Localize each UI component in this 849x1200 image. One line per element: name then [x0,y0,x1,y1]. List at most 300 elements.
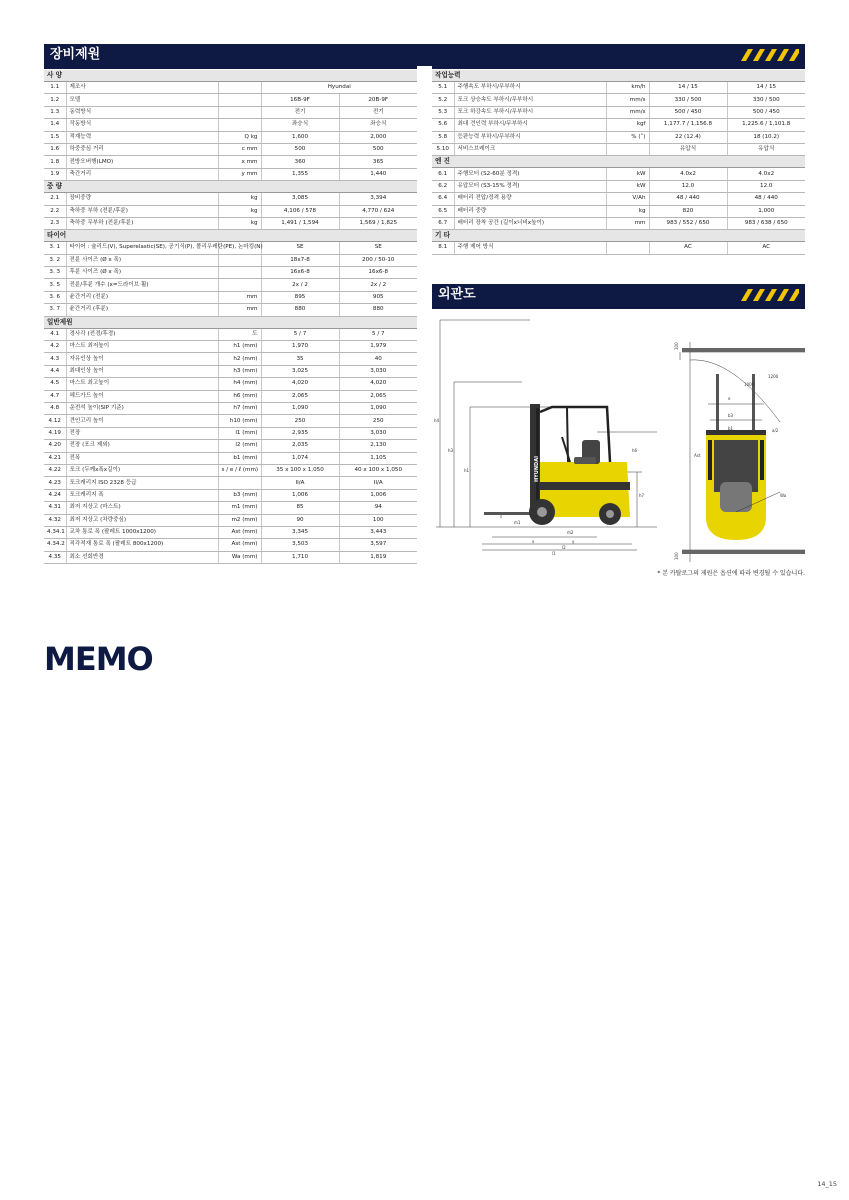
dim-m2: m2 [567,530,574,535]
dim-h4: h4 [434,418,440,423]
spec-label: 최소 선회반경 [66,551,218,563]
spec-number: 1.5 [44,131,66,143]
spec-unit [218,254,261,266]
spec-number: 5.1 [432,82,454,94]
spec-value-model-2: 3,394 [339,193,417,205]
spec-number: 5.2 [432,94,454,106]
dim-x: x [532,539,535,544]
spec-value-model-1: 48 / 440 [649,193,727,205]
spec-unit: b3 (mm) [218,489,261,501]
spec-row [44,156,417,168]
spec-number: 4.35 [44,551,66,563]
section-header [44,316,417,328]
spec-value-model-1: 12.0 [649,180,727,192]
spec-value-model-1: 1,970 [261,341,339,353]
spec-header [44,44,805,66]
spec-value-model-2: 1,105 [339,452,417,464]
spec-unit: 도 [218,328,261,340]
spec-unit [218,106,261,118]
spec-label: 자유인상 높이 [66,353,218,365]
spec-unit: kW [606,168,649,180]
spec-value-model-2: 1,000 [727,205,805,217]
spec-label: 타이어 : 슐리드(V), Superelastic(SE), 공기식(P), 폴리우레탄(PE), 논마킹(N) [66,242,218,254]
spec-row [432,106,805,118]
spec-value-model-1: 2,935 [261,427,339,439]
spec-value-model-1: 85 [261,502,339,514]
spec-number: 3. 6 [44,291,66,303]
spec-row [44,353,417,365]
spec-number: 5.6 [432,119,454,131]
spec-value-model-2: 14 / 15 [727,82,805,94]
spec-number: 1.2 [44,94,66,106]
spec-label: 작동방식 [66,119,218,131]
spec-row [44,415,417,427]
spec-value-model-2: 3,597 [339,539,417,551]
spec-number: 1.1 [44,82,66,94]
spec-value-model-1: 500 [261,143,339,155]
spec-unit: c mm [218,143,261,155]
wall-bottom [682,550,805,554]
spec-label: 동력방식 [66,106,218,118]
spec-value-model-1: 90 [261,514,339,526]
spec-row [44,106,417,118]
spec-number: 3. 5 [44,279,66,291]
spec-row [432,82,805,94]
spec-label: 축하중 부하 (전륜/후륜) [66,205,218,217]
dim-y: y [572,539,575,544]
footnote: * 본 카탈로그의 제원은 옵션에 따라 변경될 수 있습니다. [657,570,805,577]
spec-value-model-2: 500 [339,143,417,155]
spec-row [44,402,417,414]
dim-b1: b1 [728,426,734,431]
brand-label: HYUNDAI [534,456,540,482]
wall-top [682,348,805,352]
spec-row [44,217,417,229]
spec-value-model-2: 365 [339,156,417,168]
spec-table-left [44,70,417,564]
spec-value-model-2: 94 [339,502,417,514]
dim-a2: a/2 [772,428,779,433]
section-header [44,230,417,242]
fork [484,512,534,515]
forklift-dimension-diagram [432,312,805,567]
spec-unit: h7 (mm) [218,402,261,414]
dim-l2: l2 [562,545,566,550]
spec-label: 포크 하강속도 부하시/무부하시 [454,106,606,118]
spec-unit: kW [606,180,649,192]
spec-row [44,477,417,489]
spec-value-model-1: 16x6-8 [261,267,339,279]
spec-number: 4.34.2 [44,539,66,551]
spec-value-model-1: 983 / 552 / 650 [649,217,727,229]
spec-row [44,94,417,106]
spec-value-model-2: 1,006 [339,489,417,501]
spec-value: Hyundai [261,82,417,94]
spec-unit: kg [606,205,649,217]
spec-number: 4.19 [44,427,66,439]
spec-row [44,131,417,143]
spec-row [44,267,417,279]
spec-unit [606,143,649,155]
spec-row [44,291,417,303]
spec-label: 모델 [66,94,218,106]
spec-unit: l1 (mm) [218,427,261,439]
spec-unit [218,477,261,489]
spec-number: 4.20 [44,440,66,452]
spec-unit: x mm [218,156,261,168]
spec-number: 4.8 [44,402,66,414]
spec-number: 1.6 [44,143,66,155]
spec-value-model-1: 14 / 15 [649,82,727,94]
spec-value-model-1: 22 (12.4) [649,131,727,143]
spec-row [44,143,417,155]
dim-h7: h7 [639,493,645,498]
spec-value-model-2: 40 x 100 x 1,050 [339,464,417,476]
spec-row [44,341,417,353]
spec-value-model-1: 3,085 [261,193,339,205]
dim-100-top: 100 [674,342,679,350]
spec-label: 포크캐리지 폭 [66,489,218,501]
spec-unit: mm [606,217,649,229]
spec-label: 마스트 최저높이 [66,341,218,353]
spec-value-model-2: 4.0x2 [727,168,805,180]
spec-value-model-2: 880 [339,304,417,316]
spec-row [44,539,417,551]
spec-label: 전륜 사이즈 (Ø x 폭) [66,254,218,266]
spec-unit: h2 (mm) [218,353,261,365]
spec-row [432,168,805,180]
dim-b3: b3 [728,413,734,418]
spec-unit: V/Ah [606,193,649,205]
spec-value-model-2: 2,130 [339,440,417,452]
spec-label: 포크 (두께x폭x길이) [66,464,218,476]
spec-number: 4.4 [44,365,66,377]
spec-label: 전륜/후륜 개수 (x=드라이브 휠) [66,279,218,291]
spec-number: 1.8 [44,156,66,168]
spec-number: 4.12 [44,415,66,427]
spec-unit: s / e / ℓ (mm) [218,464,261,476]
spec-value-model-1: II/A [261,477,339,489]
spec-unit: h10 (mm) [218,415,261,427]
spec-unit: km/h [606,82,649,94]
spec-number: 6.1 [432,168,454,180]
spec-number: 4.34.1 [44,526,66,538]
spec-value-model-2: 20B-9F [339,94,417,106]
view-header-title: 외관도 [438,287,476,302]
dim-wa: Wa [780,493,787,498]
spec-value-model-2: 1,569 / 1,825 [339,217,417,229]
spec-value-model-1: 5 / 7 [261,328,339,340]
spec-value-model-1: 35 x 100 x 1,050 [261,464,339,476]
spec-unit: % (˚) [606,131,649,143]
spec-number: 2.3 [44,217,66,229]
spec-label: 전장 (포크 제외) [66,440,218,452]
spec-row [44,119,417,131]
spec-value-model-1: 18x7-8 [261,254,339,266]
spec-value-model-1: 1,600 [261,131,339,143]
spec-unit: Wa (mm) [218,551,261,563]
spec-value-model-1: 895 [261,291,339,303]
spec-row [432,119,805,131]
spec-row [44,82,417,94]
spec-value-model-1: 330 / 500 [649,94,727,106]
spec-value-model-1: 16B-9F [261,94,339,106]
spec-number: 3. 1 [44,242,66,254]
spec-row [44,489,417,501]
dim-h6: h6 [632,448,638,453]
spec-row [44,193,417,205]
spec-number: 1.3 [44,106,66,118]
spec-value-model-2: 4,770 / 624 [339,205,417,217]
spec-unit: y mm [218,168,261,180]
view-band [432,306,805,309]
spec-unit: kg [218,217,261,229]
spec-value-model-1: 유압식 [649,143,727,155]
spec-number: 1.4 [44,119,66,131]
spec-label: 배터리 전압/정격 용량 [454,193,606,205]
spec-unit: kg [218,193,261,205]
spec-number: 4.7 [44,390,66,402]
spec-number: 6.7 [432,217,454,229]
spec-value-model-1: 4,020 [261,378,339,390]
memo-title: MEMO [44,640,153,678]
spec-unit: Ast (mm) [218,539,261,551]
spec-unit: b1 (mm) [218,452,261,464]
spec-unit: l2 (mm) [218,440,261,452]
spec-label: 교차 통로 폭 (팔레트 1000x1200) [66,526,218,538]
spec-number: 1.9 [44,168,66,180]
spec-value-model-1: 전기 [261,106,339,118]
spec-value-model-2: 3,443 [339,526,417,538]
spec-number: 5.3 [432,106,454,118]
spec-unit: mm/s [606,94,649,106]
spec-row [432,94,805,106]
spec-row [44,427,417,439]
spec-number: 4.23 [44,477,66,489]
dim-ast: Ast [694,453,701,458]
spec-unit: m2 (mm) [218,514,261,526]
spec-value-model-1: 3,503 [261,539,339,551]
spec-number: 3. 3 [44,267,66,279]
spec-value-model-1: 1,177.7 / 1,156.8 [649,119,727,131]
spec-unit [218,267,261,279]
spec-label: 헤드가드 높이 [66,390,218,402]
section-header [432,70,805,82]
spec-value-model-2: 983 / 638 / 650 [727,217,805,229]
spec-value-model-2: 전기 [339,106,417,118]
spec-row [44,390,417,402]
spec-label: 하중중심 거리 [66,143,218,155]
dim-1200: 1200 [768,374,779,379]
spec-number: 6.4 [432,193,454,205]
spec-number: 2.2 [44,205,66,217]
spec-value-model-1: 1,355 [261,168,339,180]
spec-label: 후륜 사이즈 (Ø x 폭) [66,267,218,279]
spec-value-model-2: 1,225.6 / 1,101.8 [727,119,805,131]
spec-value-model-2: 5 / 7 [339,328,417,340]
spec-number: 4.32 [44,514,66,526]
spec-number: 8.1 [432,242,454,254]
spec-row [432,180,805,192]
section-header [44,181,417,193]
spec-unit [218,94,261,106]
spec-number: 2.1 [44,193,66,205]
spec-row [44,502,417,514]
spec-value-model-1: SE [261,242,339,254]
spec-unit: Q kg [218,131,261,143]
dim-100-bottom: 100 [674,552,679,560]
section-header [432,230,805,242]
spec-row [44,526,417,538]
spec-band-left [44,66,417,69]
spec-row [44,242,417,254]
spec-row [432,205,805,217]
spec-number: 3. 7 [44,304,66,316]
spec-value-model-1: 820 [649,205,727,217]
section-header [432,156,805,168]
spec-table-right [432,70,805,255]
spec-unit: h4 (mm) [218,378,261,390]
spec-label: 포크 상승속도 부하시/무부하시 [454,94,606,106]
spec-label: 축간거리 [66,168,218,180]
spec-value-model-1: 3,025 [261,365,339,377]
spec-label: 전폭 [66,452,218,464]
spec-value-model-2: 18 (10.2) [727,131,805,143]
view-header [432,284,805,306]
spec-row [44,205,417,217]
spec-number: 4.31 [44,502,66,514]
spec-value-model-2: 12.0 [727,180,805,192]
spec-label: 최저 지상고 (차량중심) [66,514,218,526]
spec-number: 4.24 [44,489,66,501]
spec-label: 최저 지상고 (마스트) [66,502,218,514]
spec-label: 축하중 무부하 (전륜/후륜) [66,217,218,229]
dim-h1: h1 [464,468,470,473]
spec-value-model-2: 905 [339,291,417,303]
spec-row [44,304,417,316]
spec-label: 운전석 높이(SIP 기준) [66,402,218,414]
spec-unit: kgf [606,119,649,131]
dim-l1: l1 [552,551,556,556]
spec-number: 6.5 [432,205,454,217]
section-title: 중 량 [44,181,417,193]
spec-value-model-2: SE [339,242,417,254]
spec-label: 경사각 (전경/후경) [66,328,218,340]
spec-value-model-2: 2,065 [339,390,417,402]
spec-value-model-2: 2x / 2 [339,279,417,291]
spec-number: 4.21 [44,452,66,464]
spec-number: 5.8 [432,131,454,143]
spec-label: 최대인상 높이 [66,365,218,377]
spec-row [432,193,805,205]
spec-number: 4.3 [44,353,66,365]
spec-unit [218,119,261,131]
spec-value-model-1: 360 [261,156,339,168]
spec-label: 배터리 장착 공간 (길이x너비x높이) [454,217,606,229]
spec-value-model-1: 3,345 [261,526,339,538]
brand-stripes-icon [739,287,799,303]
spec-label: 마스트 최고높이 [66,378,218,390]
spec-label: 최대 견인력 부하시/무부하시 [454,119,606,131]
spec-value-model-1: 4,106 / 578 [261,205,339,217]
spec-label: 전장 [66,427,218,439]
spec-value-model-2: 4,020 [339,378,417,390]
spec-value-model-2: 500 / 450 [727,106,805,118]
spec-value-model-1: 1,006 [261,489,339,501]
spec-row [44,378,417,390]
spec-value-model-2: II/A [339,477,417,489]
spec-label: 주행 제어 방식 [454,242,606,254]
spec-value-model-2: 1,819 [339,551,417,563]
spec-value-model-1: 880 [261,304,339,316]
spec-number: 4.1 [44,328,66,340]
spec-label: 윤간거리 (후륜) [66,304,218,316]
spec-unit: h3 (mm) [218,365,261,377]
spec-row [44,440,417,452]
spec-value-model-1: 500 / 450 [649,106,727,118]
spec-row [44,365,417,377]
spec-label: 주행속도 부하시/무부하시 [454,82,606,94]
spec-value-model-2: 40 [339,353,417,365]
spec-unit: h6 (mm) [218,390,261,402]
spec-value-model-2: 100 [339,514,417,526]
spec-row [44,328,417,340]
section-title: 사 양 [44,70,417,82]
spec-row [44,551,417,563]
spec-value-model-2: 3,030 [339,427,417,439]
seat-top [720,482,752,512]
spec-value-model-2: 3,030 [339,365,417,377]
spec-number: 4.22 [44,464,66,476]
section-title: 일반제원 [44,316,417,328]
spec-value-model-2: 1,979 [339,341,417,353]
dim-1000: 1000 [744,382,755,387]
section-header [44,70,417,82]
dim-e: e [728,396,731,401]
spec-value-model-1: 1,074 [261,452,339,464]
spec-value-model-2: 330 / 500 [727,94,805,106]
spec-number: 5.10 [432,143,454,155]
spec-unit: mm/s [606,106,649,118]
brand-stripes-icon [739,47,799,63]
spec-row [44,514,417,526]
spec-unit [218,279,261,291]
spec-row [432,242,805,254]
spec-label: 포크캐리지 ISO 2328 등급 [66,477,218,489]
spec-value-model-1: 좌승식 [261,119,339,131]
spec-value-model-2: 200 / 50-10 [339,254,417,266]
spec-row [432,217,805,229]
spec-label: 서비스브레이크 [454,143,606,155]
spec-number: 4.2 [44,341,66,353]
spec-row [432,131,805,143]
spec-unit: h1 (mm) [218,341,261,353]
spec-value-model-2: AC [727,242,805,254]
spec-row [44,168,417,180]
spec-value-model-2: 48 / 440 [727,193,805,205]
spec-value-model-2: 16x6-8 [339,267,417,279]
spec-label: 유압모터 (S3-15% 정격) [454,180,606,192]
spec-row [44,464,417,476]
spec-unit: m1 (mm) [218,502,261,514]
spec-label: 배터리 중량 [454,205,606,217]
spec-value-model-2: 유압식 [727,143,805,155]
section-title: 기 타 [432,230,805,242]
spec-label: 견인고리 높이 [66,415,218,427]
spec-value-model-1: AC [649,242,727,254]
spec-row [44,254,417,266]
spec-value-model-1: 2,035 [261,440,339,452]
